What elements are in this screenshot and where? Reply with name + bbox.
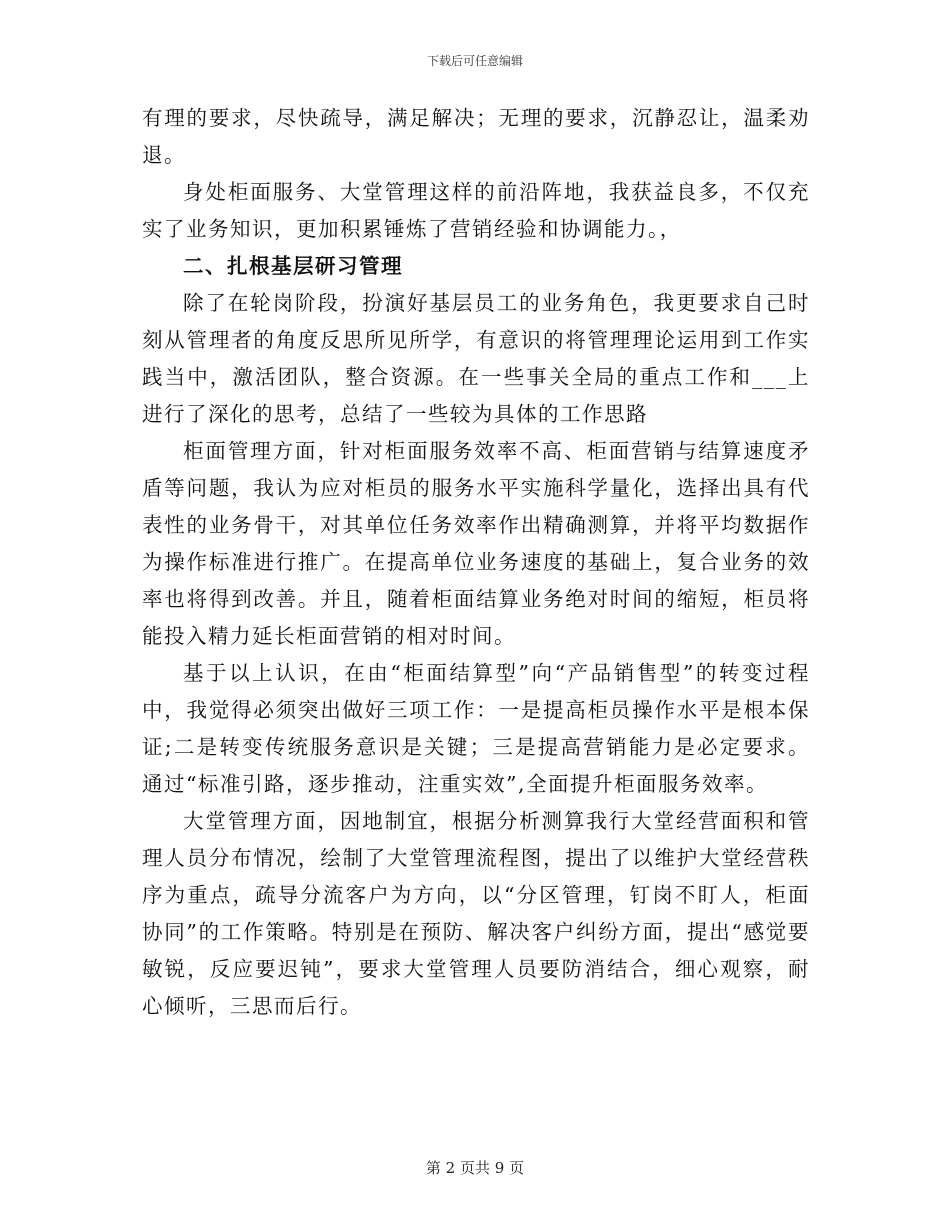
section-heading: 二、扎根基层研习管理 [183,254,403,278]
paragraph: 大堂管理方面，因地制宜，根据分析测算我行大堂经营面积和管理人员分布情况，绘制了大堂管理流程图，提出了以维护大堂经营秩序为重点，疏导分流客户为方向，以“分区管理，钉岗不盯人，柜面协同”的工作策略。特别是在预防、解决客户纠纷方面，提出“感觉要敏锐，反应要迟钝”，要求大堂管理人员要防消结合，细心观察，耐心倾听，三思而后行。 [142,809,810,1018]
page-header: 下载后可任意编辑 [426,54,523,68]
document-body [142,100,810,1025]
paragraph: 基于以上认识，在由“柜面结算型”向“产品销售型”的转变过程中，我觉得必须突出做好三项工作：一是提高柜员操作水平是根本保证;二是转变传统服务意识是关键；三是提高营销能力是必定要求。通过“标准引路，逐步推动，注重实效”,全面提升柜面服务效率。 [142,661,810,796]
paragraph: 除了在轮岗阶段，扮演好基层员工的业务角色，我更要求自己时刻从管理者的角度反思所见所学，有意识的将管理理论运用到工作实践当中，激活团队，整合资源。在一些事关全局的重点工作和___上进行了深化的思考，总结了一些较为具体的工作思路 [142,291,810,426]
paragraph-continuation: 有理的要求，尽快疏导，满足解决；无理的要求，沉静忍让，温柔劝退。 [142,106,810,167]
page-number-footer: 第 2 页共 9 页 [425,1159,525,1177]
paragraph: 身处柜面服务、大堂管理这样的前沿阵地，我获益良多，不仅充实了业务知识，更加积累锤炼了营销经验和协调能力。， [142,180,810,241]
paragraph: 柜面管理方面，针对柜面服务效率不高、柜面营销与结算速度矛盾等问题，我认为应对柜员的服务水平实施科学量化，选择出具有代表性的业务骨干，对其单位任务效率作出精确测算，并将平均数据作为操作标准进行推广。在提高单位业务速度的基础上，复合业务的效率也将得到改善。并且，随着柜面结算业务绝对时间的缩短，柜员将能投入精力延长柜面营销的相对时间。 [142,439,810,648]
